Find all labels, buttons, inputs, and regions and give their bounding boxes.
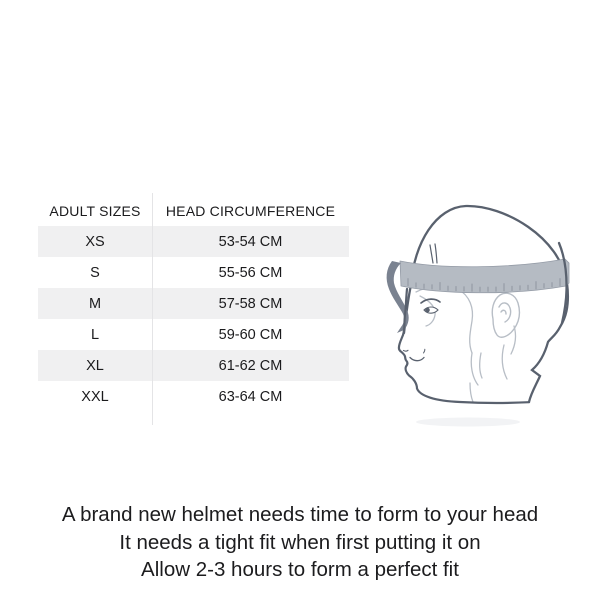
table-row-xl (38, 350, 349, 381)
size-cell: L (90, 326, 100, 343)
fit-note (0, 501, 600, 584)
size-cell: M (88, 295, 102, 312)
head-measurement-illustration (380, 195, 595, 440)
size-chart-table (38, 195, 349, 412)
nostril-line (404, 350, 409, 351)
table-row-xxl (38, 381, 349, 412)
fit-note-line-1: A brand new helmet needs time to form to your head (61, 503, 539, 526)
hairline-detail-lines (416, 286, 515, 402)
smile-line (410, 358, 424, 361)
column-header-adult-sizes: ADULT SIZES (49, 202, 141, 219)
size-cell: XL (86, 357, 104, 374)
size-cell: S (90, 264, 100, 281)
table-row-m (38, 288, 349, 319)
circumference-cell: 61-62 CM (218, 357, 283, 374)
circumference-cell: 59-60 CM (218, 326, 283, 343)
column-header-head-circumference: HEAD CIRCUMFERENCE (165, 202, 336, 219)
table-row-s (38, 257, 349, 288)
table-row-xs (38, 226, 349, 257)
circumference-cell: 57-58 CM (218, 295, 283, 312)
skull-outline (404, 206, 568, 402)
fit-note-line-2: It needs a tight fit when first putting it on (119, 530, 481, 554)
size-cell: XXL (81, 388, 109, 405)
column-divider (152, 193, 153, 425)
size-cell: XS (85, 233, 105, 250)
table-header-row (38, 195, 349, 226)
fit-note-line-3: Allow 2-3 hours to form a perfect fit (141, 558, 459, 582)
circumference-cell: 53-54 CM (218, 233, 283, 250)
circumference-cell: 63-64 CM (218, 388, 283, 405)
smile-corner-tick (424, 349, 425, 353)
hair-strand-lines (430, 244, 437, 263)
eye-iris (425, 308, 430, 313)
neck-shadow (416, 418, 520, 427)
circumference-cell: 55-56 CM (218, 264, 283, 281)
table-row-l (38, 319, 349, 350)
